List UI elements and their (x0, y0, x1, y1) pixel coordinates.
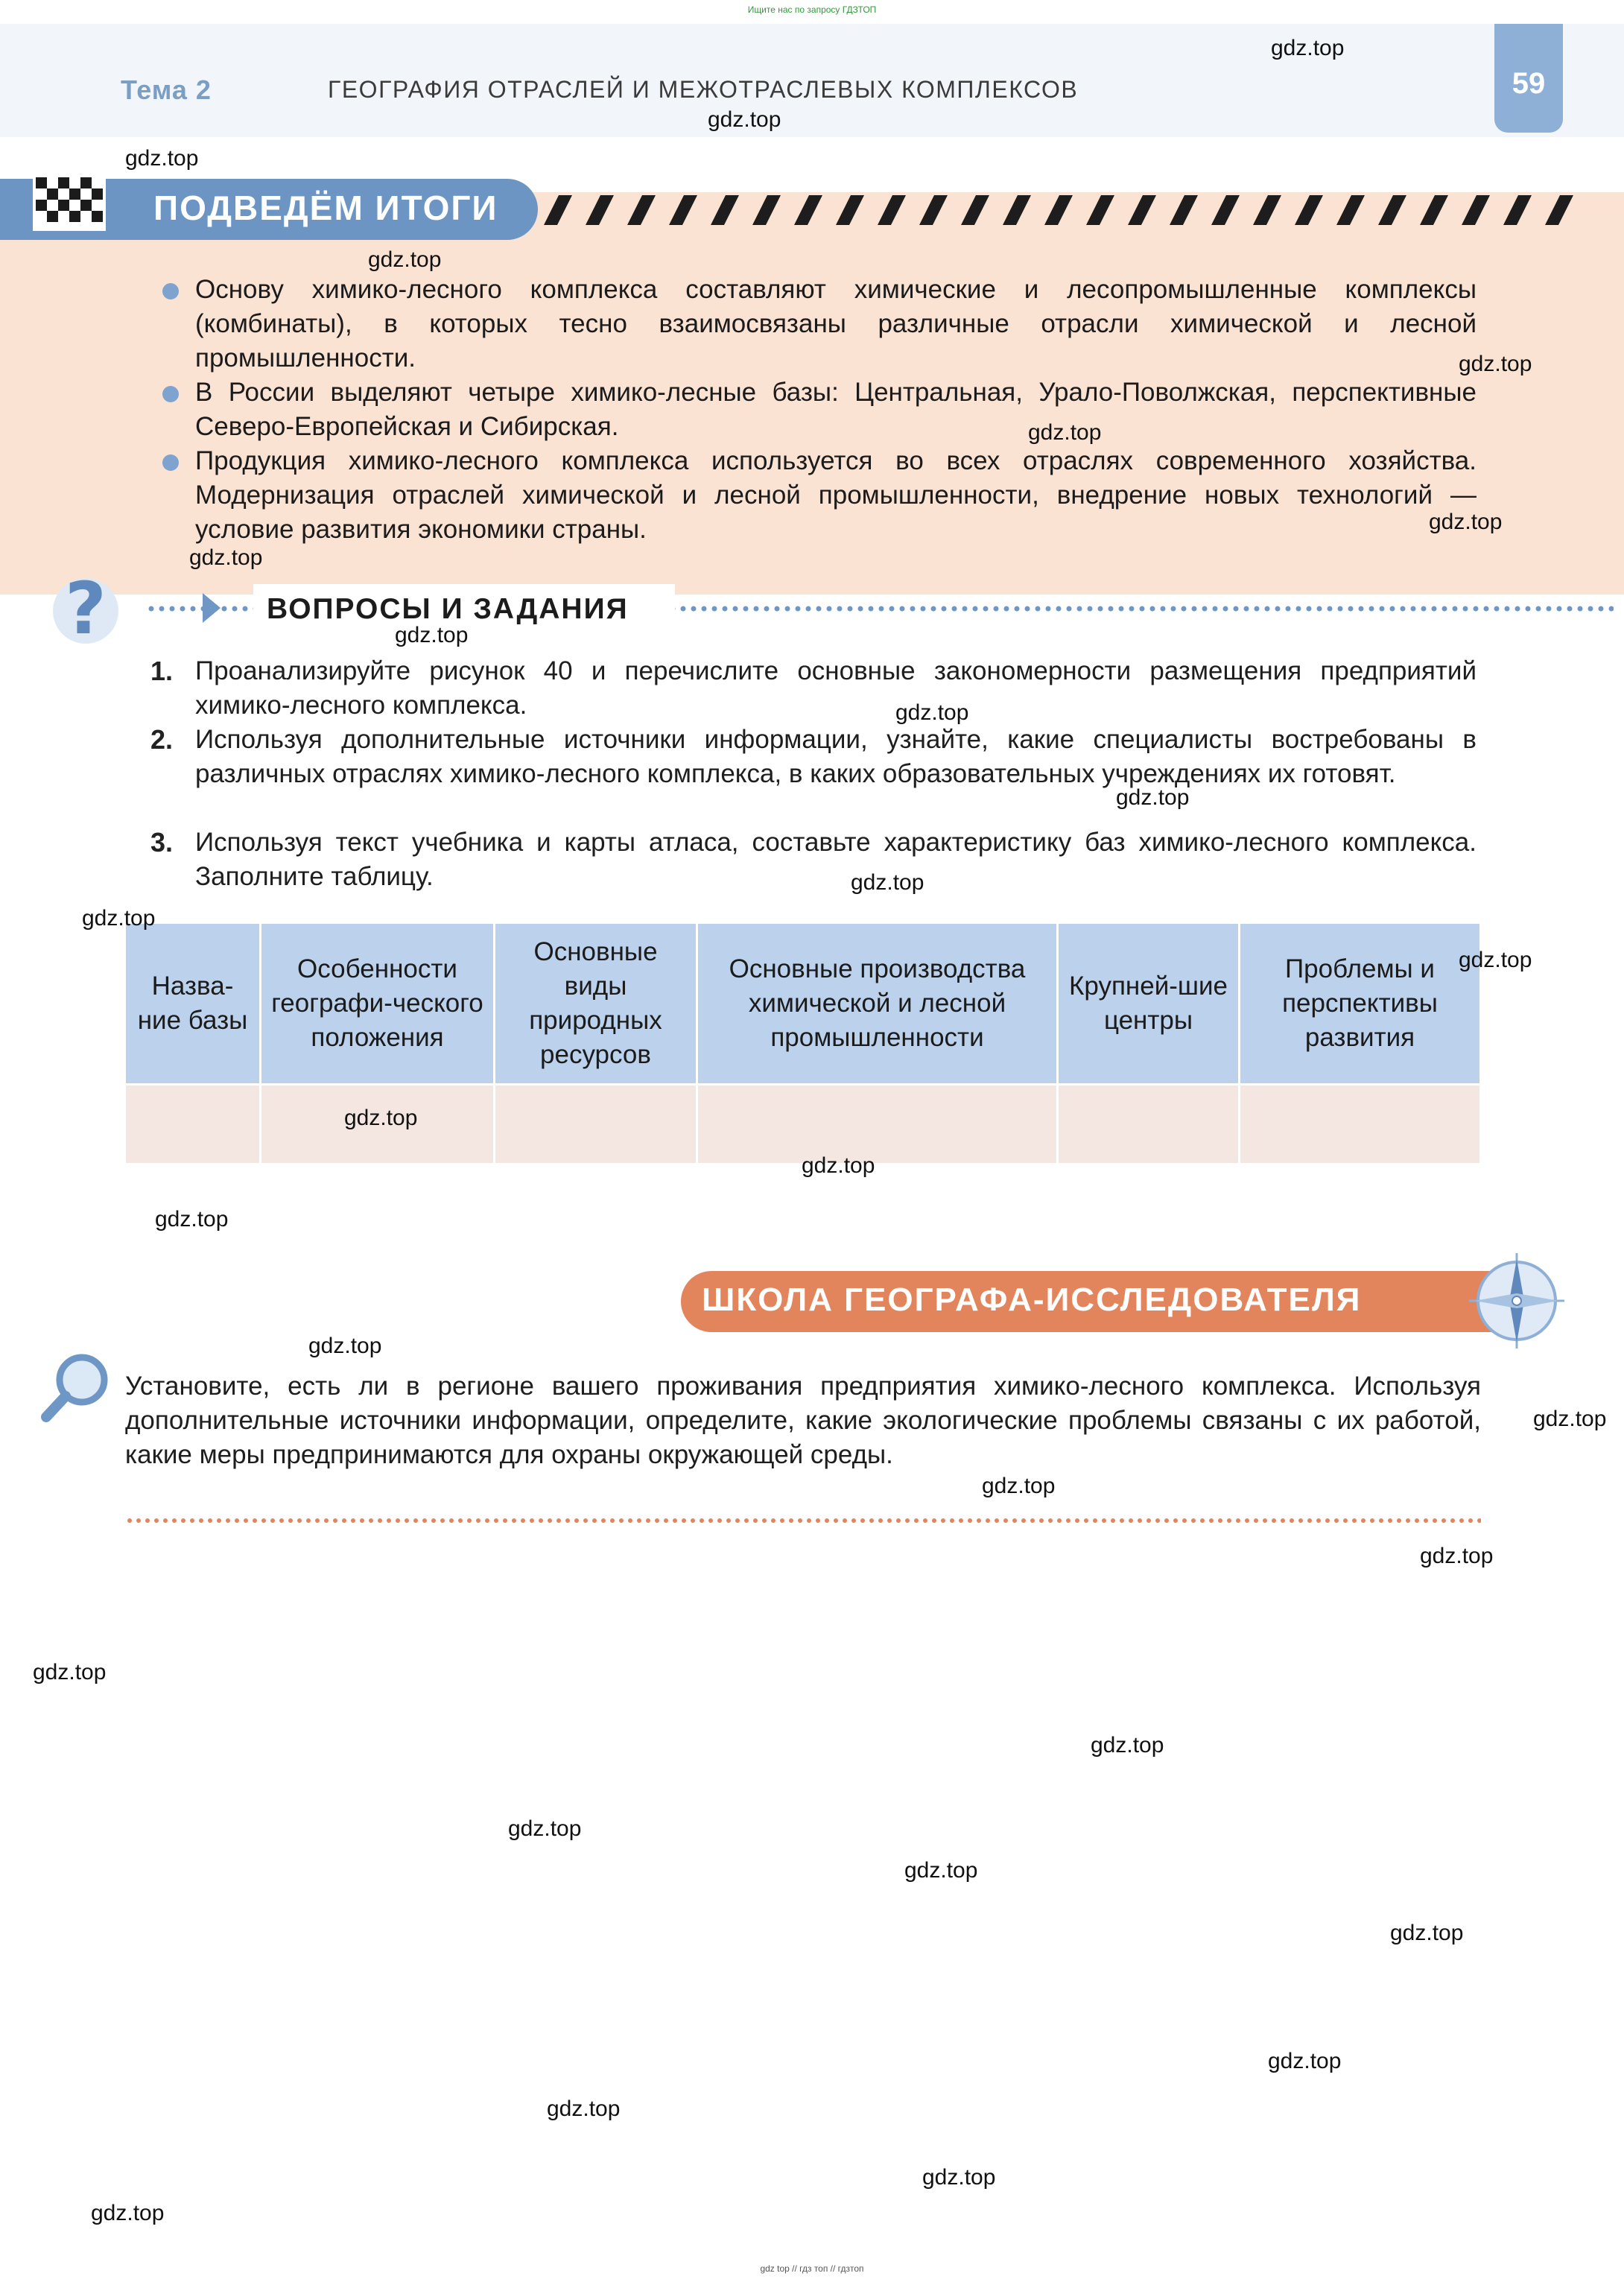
magnifier-icon (39, 1350, 113, 1424)
watermark: gdz.top (395, 623, 469, 647)
school-task-text: Установите, есть ли в регионе вашего проживания предприятия химико-лесного комплекса. Используя дополнительные источники информации, определите, какие экологические проблемы связаны с их работой, какие меры предпринимаются для охраны окружающей среды. (125, 1372, 1481, 1469)
watermark: gdz.top (802, 1153, 875, 1178)
checkered-flag-icon (33, 174, 106, 231)
watermark: gdz.top (91, 2201, 165, 2225)
watermark: gdz.top (33, 1660, 107, 1684)
school-title: ШКОЛА ГЕОГРАФА-ИССЛЕДОВАТЕЛЯ (702, 1281, 1362, 1318)
compass-icon (1465, 1249, 1569, 1353)
watermark: gdz.top (895, 700, 969, 725)
watermark: gdz.top (1390, 1921, 1464, 1945)
question-number: 2. (150, 724, 174, 755)
topic-label: Тема 2 (121, 75, 212, 105)
top-promo-text: Ищите нас по запросу ГДЗТОП (747, 4, 877, 15)
watermark: gdz.top (851, 870, 924, 895)
dotted-divider (125, 1517, 1481, 1524)
watermark: gdz.top (1429, 510, 1503, 534)
watermark: gdz.top (125, 146, 199, 171)
question-number: 3. (150, 827, 174, 858)
table-cell[interactable] (1058, 1085, 1240, 1164)
table-cell[interactable] (125, 1085, 261, 1164)
column-header: Назва-ние базы (125, 924, 261, 1085)
bullet-icon (162, 386, 179, 402)
bases-table (124, 924, 1482, 1163)
question-text: Проанализируйте рисунок 40 и перечислите основные закономерности размещения предприятий химико-лесного комплекса. (195, 656, 1476, 720)
column-header: Основные виды природных ресурсов (495, 924, 697, 1085)
chapter-title: ГЕОГРАФИЯ ОТРАСЛЕЙ И МЕЖОТРАСЛЕВЫХ КОМПЛЕКСОВ (328, 76, 1079, 103)
watermark: gdz.top (708, 107, 781, 132)
column-header: Крупней-шие центры (1058, 924, 1240, 1085)
question-mark-icon (52, 574, 119, 648)
watermark: gdz.top (982, 1474, 1056, 1498)
table-cell[interactable] (1240, 1085, 1481, 1164)
page-number: 59 (1512, 67, 1546, 100)
bullet-icon (162, 454, 179, 471)
watermark: gdz.top (1028, 420, 1102, 445)
watermark: gdz.top (547, 2096, 621, 2121)
summary-bullet: В России выделяют четыре химико-лесные базы: Центральная, Урало-Поволжская, перспективные Северо-Европейская и Сибирская. (195, 378, 1476, 441)
watermark: gdz.top (344, 1106, 418, 1130)
watermark: gdz.top (155, 1207, 229, 1232)
column-header: Особенности географи-ческого положения (261, 924, 495, 1085)
watermark: gdz.top (189, 545, 263, 570)
watermark: gdz.top (1116, 785, 1190, 810)
watermark: gdz.top (82, 906, 156, 931)
question-number: 1. (150, 656, 174, 686)
watermark: gdz.top (1533, 1407, 1607, 1431)
questions-title: ВОПРОСЫ И ЗАДАНИЯ (267, 593, 629, 625)
striped-divider (538, 195, 1587, 225)
bullet-icon (162, 283, 179, 299)
watermark: gdz.top (308, 1334, 382, 1358)
watermark: gdz.top (1091, 1733, 1164, 1758)
table-cell[interactable] (495, 1085, 697, 1164)
watermark: gdz.top (1271, 36, 1345, 60)
arrow-right-icon (203, 593, 221, 623)
summary-bullet: Продукция химико-лесного комплекса используется во всех отраслях современного хозяйства. Модернизация отраслей химической и лесной промышленности, внедрение новых технологий — условие развития экономики страны. (195, 446, 1476, 544)
watermark: gdz.top (922, 2165, 996, 2190)
watermark: gdz.top (1459, 948, 1532, 972)
summary-title: ПОДВЕДЁМ ИТОГИ (153, 188, 498, 227)
question-text: Используя дополнительные источники информации, узнайте, какие специалисты востребованы в различных отраслях химико-лесного комплекса, в каких образовательных учреждениях их готовят. (195, 725, 1476, 788)
column-header: Проблемы и перспективы развития (1240, 924, 1481, 1085)
watermark: gdz.top (904, 1858, 978, 1883)
table-cell[interactable] (697, 1085, 1058, 1164)
table-row (125, 1085, 1481, 1164)
question-text: Используя текст учебника и карты атласа, составьте характеристику баз химико-лесного комплекса. Заполните таблицу. (195, 828, 1476, 891)
watermark: gdz.top (368, 247, 442, 272)
summary-bullet: Основу химико-лесного комплекса составляют химические и лесопромышленные комплексы (комбинаты), в которых тесно взаимосвязаны различные отрасли химической и лесной промышленности. (195, 275, 1476, 373)
watermark: gdz.top (1420, 1544, 1494, 1568)
watermark: gdz.top (1268, 2049, 1342, 2073)
table-header-row (125, 924, 1481, 1085)
watermark: gdz.top (1459, 352, 1532, 376)
bottom-footer-text: gdz top // гдз топ // гдзтоп (760, 2263, 864, 2274)
column-header: Основные производства химической и лесной промышленности (697, 924, 1058, 1085)
svg-text:?: ? (65, 574, 107, 648)
watermark: gdz.top (508, 1816, 582, 1841)
